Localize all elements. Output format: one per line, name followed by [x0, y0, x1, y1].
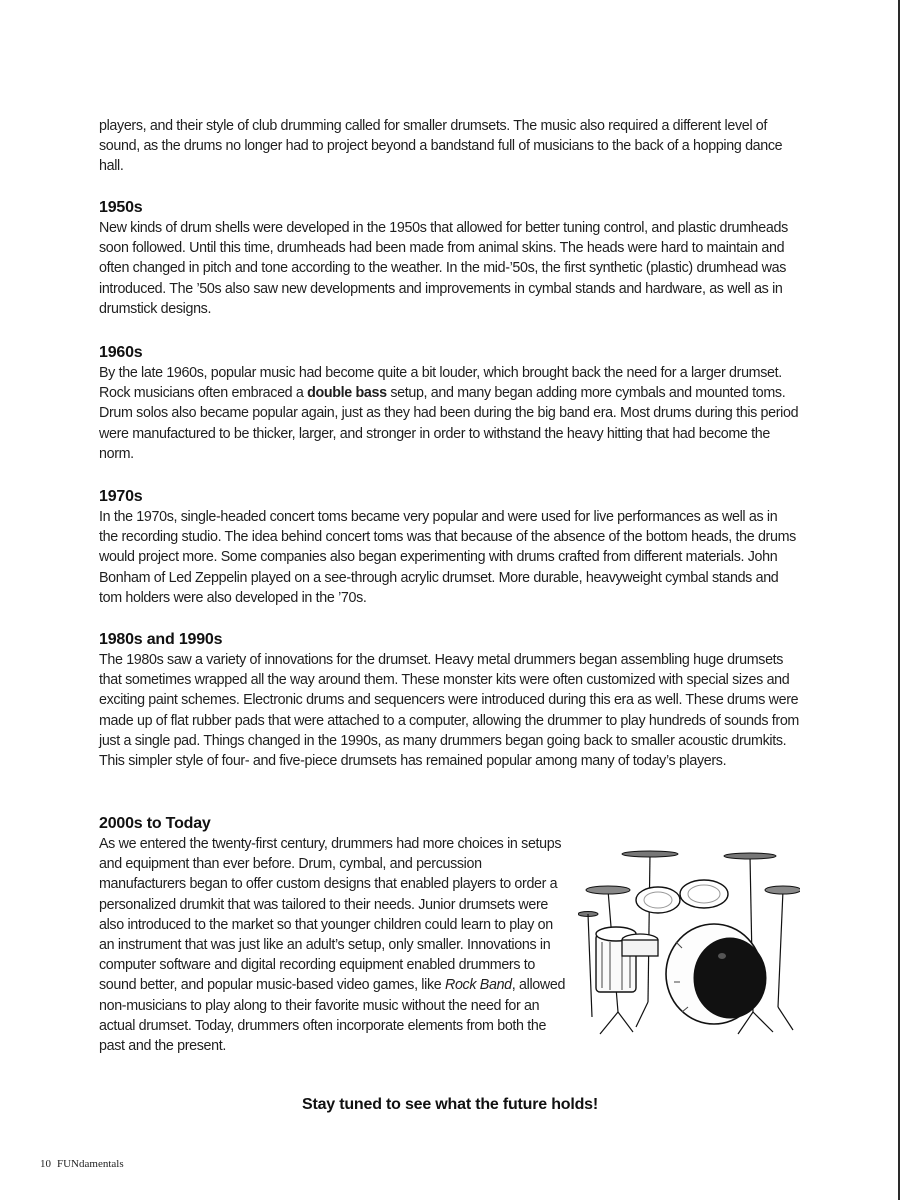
intro-paragraph: players, and their style of club drumming called for smaller drumsets. The music also required a different level of sound, as the drums no longer had to project beyond a bandstand full of musicians to the back of a hopping dance hall.	[99, 118, 783, 175]
section-1950s	[99, 198, 799, 319]
paragraph-text: setup, and many began adding more cymbals and mounted toms. Drum solos also became popular again, just as they had been during the big band era. Most drums during this period were manufactured to be thicker, larger, and stronger in order to withstand the heavy hitting that had become the norm.	[99, 385, 799, 462]
bold-term: double bass	[307, 385, 387, 402]
drumset-illustration	[578, 842, 800, 1042]
page-footer	[40, 1158, 124, 1170]
section-1970s	[99, 487, 799, 608]
section-heading: 2000s to Today	[99, 815, 211, 832]
section-heading: 1980s and 1990s	[99, 631, 223, 648]
section-1960s	[99, 343, 799, 464]
paragraph-text: By the late 1960s, popular music had become quite a bit louder, which brought back the need for a larger drumset. Rock musicians often embraced a	[99, 365, 782, 402]
section-paragraph	[99, 363, 799, 464]
section-paragraph: New kinds of drum shells were developed in the 1950s that allowed for better tuning control, and plastic drumheads soon followed. Until this time, drumheads had been made from animal skins. The heads were hard to maintain and often changed in pitch and tone according to the weather. In the mid-’50s, the first synthetic (plastic) drumhead was introduced. The ’50s also saw new developments and improvements in cymbal stands and hardware, as well as in drumstick designs.	[99, 220, 788, 317]
section-paragraph: The 1980s saw a variety of innovations for the drumset. Heavy metal drummers began assembling huge drumsets that sometimes wrapped all the way around them. These monster kits were often customized with special sizes and exciting paint schemes. Electronic drums and sequencers were introduced during this era as well. These drums were made up of flat rubber pads that were attached to a computer, allowing the drummer to play hundreds of sounds from just a single pad. Things changed in the 1990s, as many drummers began going back to smaller acoustic drumkits. This simpler style of four- and five-piece drumsets has remained popular among many of today’s players.	[99, 652, 799, 770]
section-heading: 1960s	[99, 344, 143, 361]
section-1980s-1990s	[99, 630, 799, 771]
book-title: FUNdamentals	[57, 1158, 124, 1170]
closing-tagline: Stay tuned to see what the future holds!	[301, 1096, 599, 1113]
section-heading: 1950s	[99, 199, 143, 216]
section-paragraph: In the 1970s, single-headed concert toms became very popular and were used for live performances as well as in the recording studio. The idea behind concert toms was that because of the absence of the bottom heads, the drums would project more. Some companies also began experimenting with drums crafted from different materials. John Bonham of Led Zeppelin played on a see-through acrylic drumset. More durable, heavyweight cymbal stands and tom holders were also developed in the ’70s.	[99, 509, 796, 606]
article-body	[99, 116, 799, 1055]
paragraph-text: As we entered the twenty-first century, drummers had more choices in setups and equipment than ever before. Drum, cymbal, and percussion manufacturers began to offer custom designs that enabled players to order a personalized drumkit that was tailored to their needs. Junior drumsets were also introduced to the market so that younger children could learn to play on an instrument that was just like an adult’s setup, only smaller. Innovations in computer software and digital recording equipment enabled drummers to sound better, and popular music-based video games, like	[99, 836, 562, 994]
section-heading: 1970s	[99, 488, 143, 505]
section-paragraph	[99, 834, 569, 1056]
section-2000s-today	[99, 814, 569, 1056]
paragraph-text: , allowed non-musicians to play along to their favorite music without the need for an actual drumset. Today, drummers often incorporate elements from both the past and the present.	[99, 977, 566, 1055]
italic-term: Rock Band	[444, 977, 512, 994]
page-number: 10	[40, 1158, 51, 1170]
